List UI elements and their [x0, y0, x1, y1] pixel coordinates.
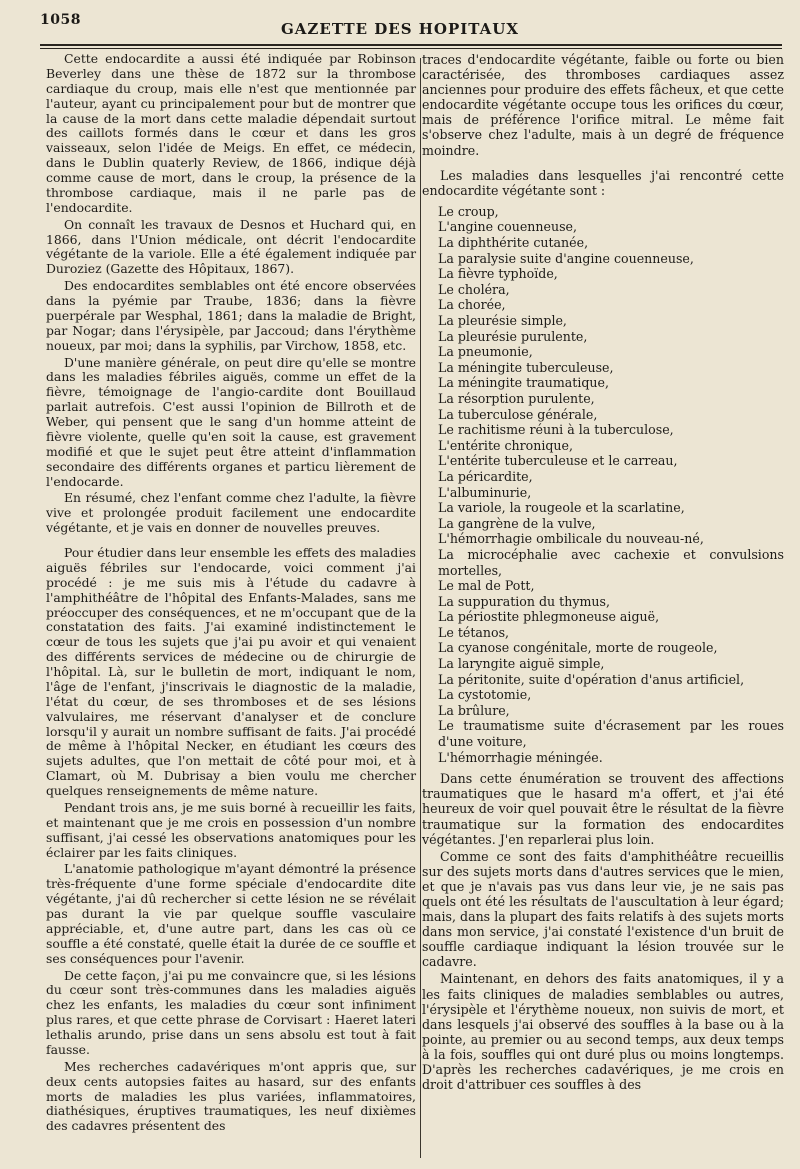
disease-item: La méningite traumatique, — [438, 375, 609, 391]
disease-item: Le tétanos, — [438, 624, 510, 640]
header-rule — [40, 44, 782, 46]
paragraph: On connaît les travaux de Desnos et Huchard qui, en 1866, dans l'Union médicale, ont décrit l'endocardite végétante de la variole. Elle a été également indiquée par Duroziez (Gazette des Hôpitaux, 1867). — [46, 216, 416, 277]
disease-item: La paralysie suite d'angine couenneuse, — [438, 250, 694, 266]
paragraph: Pour étudier dans leur ensemble les effets des maladies aiguës fébriles sur l'endocarde, voici comment j'ai procédé : je me suis mis à l'étude du cadavre à l'amphithéâtre de l'hôpital des Enfants-Malades, sans me préoccuper des conséquences, et ne m'occupant que de la constatation des faits. J'ai examiné indistinctement le cœur de tous les sujets que j'ai pu avoir et qui venaient des différents services de médecine ou de chirurgie de l'hôpital. Là, sur le bulletin de mort, indiquant le nom, l'âge de l'enfant, j'inscrivais le diagnostic de la maladie, l'état du cœur, de ses thromboses et de ses lésions valvulaires, me réservant d'analyser et de conclure lorsqu'il y aurait un nombre suffisant de faits. J'ai procédé de même à l'hôpital Necker, en étudiant les cœurs des sujets adultes, que l'on mettait de côté pour moi, et à Clamart, où M. Dubrisay a bien voulu me chercher quelques renseignements de même nature. — [46, 545, 416, 798]
disease-item: La fièvre typhoïde, — [438, 266, 558, 282]
disease-item: L'hémorrhagie ombilicale du nouveau-né, — [438, 531, 704, 547]
lead-paragraph: traces d'endocardite végétante, faible ou forte ou bien caractérisée, des thromboses cardiaques assez anciennes pour produire des effets fâcheux, et que cette endocardite végétante occupe tous les orifices du cœur, mais de préférence l'orifice mitral. Le même fait s'observe chez l'adulte, mais à un degré de fréquence moindre. — [422, 52, 784, 158]
disease-item: Le croup, — [438, 203, 499, 219]
disease-item: L'entérite tuberculeuse et le carreau, — [438, 453, 678, 469]
disease-item: La laryngite aiguë simple, — [438, 656, 605, 672]
paragraph: L'anatomie pathologique m'ayant démontré la présence très-fréquente d'une forme spéciale d'endocardite dite végétante, j'ai dû rechercher si cette lésion ne se révélait pas durant la vie par quelque souffle vasculaire appréciable, et, d'une autre part, dans les cas où ce souffle a été constaté, quelle était la durée de ce souffle et ses conséquences pour l'avenir. — [46, 861, 416, 966]
disease-list — [422, 204, 784, 765]
disease-item: La résorption purulente, — [438, 390, 595, 406]
disease-item: Le choléra, — [438, 281, 510, 297]
disease-item: La péricardite, — [438, 468, 533, 484]
journal-title: GAZETTE DES HOPITAUX — [280, 20, 519, 38]
disease-item: La pneumonie, — [438, 344, 533, 360]
paragraph: Cette endocardite a aussi été indiquée par Robinson Beverley dans une thèse de 1872 sur la thrombose cardiaque du croup, mais elle n'est que mentionnée par l'auteur, ayant cu principalement pour but de montrer que la cause de la mort dans cette maladie dépendait surtout des caillots formés dans le cœur et dans les gros vaisseaux, selon l'idée de Meigs. En effet, ce médecin, dans le Dublin quaterly Review, de 1866, indique déjà comme cause de mort, dans le croup, la présence de la thrombose cardiaque, mais il ne parle pas de l'endocardite. — [46, 51, 416, 215]
list-intro: Les maladies dans lesquelles j'ai rencontré cette endocardite végétante sont : — [422, 167, 784, 198]
paragraph: D'une manière générale, on peut dire qu'elle se montre dans les maladies fébriles aiguës, comme un effet de la fièvre, témoignage de l'angio-cardite dont Bouillaud parlait autrefois. C'est aussi l'opinion de Billroth et de Weber, qui pensent que le sang d'un homme atteint de fièvre violente, quelle qu'en soit la cause, est gravement modifié et que le sujet peut être atteint d'inflammation secondaire des différents organes et particu lièrement de l'endocarde. — [46, 354, 416, 489]
disease-item: La tuberculose générale, — [438, 406, 598, 422]
right-column — [422, 52, 784, 1094]
column-divider — [420, 58, 421, 1158]
page-header — [0, 0, 800, 50]
disease-item: La pleurésie purulente, — [438, 328, 588, 344]
disease-item: La périostite phlegmoneuse aiguë, — [438, 609, 660, 625]
disease-item: La suppuration du thymus, — [438, 593, 610, 609]
disease-item: La microcéphalie avec cachexie et convulsions mortelles, — [438, 546, 784, 578]
header-rule-thin — [40, 48, 782, 49]
paragraph: Mes recherches cadavériques m'ont appris que, sur deux cents autopsies faites au hasard, sur des enfants morts de maladies les plus variées, inflammatoires, diathésiques, éruptives traumatiques, les neuf dixièmes des cadavres présentent des — [46, 1058, 416, 1134]
disease-item: L'angine couenneuse, — [438, 219, 578, 235]
disease-item: La péritonite, suite d'opération d'anus artificiel, — [438, 671, 745, 687]
paragraph: Dans cette énumération se trouvent des affections traumatiques que le hasard m'a offert, et j'ai été heureux de voir quel pouvait être le résultat de la fièvre traumatique sur la formation des endocardites végétantes. J'en reparlerai plus loin. — [422, 771, 784, 847]
page-number: 1058 — [40, 12, 81, 28]
disease-item: Le mal de Pott, — [438, 578, 535, 594]
paragraph: En résumé, chez l'enfant comme chez l'adulte, la fièvre vive et prolongée produit facilement une endocardite végétante, et je vais en donner de nouvelles preuves. — [46, 490, 416, 536]
disease-item: L'entérite chronique, — [438, 437, 574, 453]
paragraph: Pendant trois ans, je me suis borné à recueillir les faits, et maintenant que je me crois en possession d'un nombre suffisant, j'ai cessé les observations anatomiques pour les éclairer par les faits cliniques. — [46, 799, 416, 860]
disease-item: Le rachitisme réuni à la tuberculose, — [438, 422, 674, 438]
paragraph: De cette façon, j'ai pu me convaincre que, si les lésions du cœur sont très-communes dans les maladies aiguës chez les enfants, les maladies du cœur sont infiniment plus rares, et que cette phrase de Corvisart : Haeret lateri lethalis arundo, prise dans un sens absolu est tout à fait fausse. — [46, 967, 416, 1057]
disease-item: La pleurésie simple, — [438, 313, 567, 328]
disease-item: L'albuminurie, — [438, 484, 532, 500]
left-column — [46, 52, 416, 1136]
disease-item: La chorée, — [438, 297, 506, 313]
paragraph: Maintenant, en dehors des faits anatomiques, il y a les faits cliniques de maladies semblables ou autres, l'érysipèle et l'érythème noueux, non suivis de mort, et dans lesquels j'ai observé des souffles à la base ou à la pointe, au premier ou au second temps, aux deux temps à la fois, souffles qui ont duré plus ou moins longtemps. D'après les recherches cadavériques, je me crois en droit d'attribuer ces souffles à des — [422, 971, 784, 1093]
disease-item: Le traumatisme suite d'écrasement par les roues d'une voiture, — [438, 718, 784, 750]
paragraph: Comme ce sont des faits d'amphithéâtre recueillis sur des sujets morts dans d'autres services que le mien, et que je n'avais pas vus dans leur vie, je ne sais pas quels ont été les résultats de l'auscultation à leur égard; mais, dans la plupart des faits relatifs à des sujets morts dans mon service, j'ai constaté l'existence d'un bruit de souffle cardiaque indiquant la lésion trouvée sur le cadavre. — [422, 848, 784, 970]
disease-item: La méningite tuberculeuse, — [438, 359, 614, 375]
disease-item: La variole, la rougeole et la scarlatine, — [438, 500, 685, 516]
disease-item: La brûlure, — [438, 702, 510, 718]
disease-item: La gangrène de la vulve, — [438, 515, 596, 531]
disease-item: La cystotomie, — [438, 687, 532, 703]
paragraph: Des endocardites semblables ont été encore observées dans la pyémie par Traube, 1836; dans la fièvre puerpérale par Wesphal, 1861; dans la maladie de Bright, par Nogar; dans l'érysipèle, par Jaccoud; dans l'érythème noueux, par moi; dans la syphilis, par Virchow, 1858, etc. — [46, 278, 416, 353]
disease-item: L'hémorrhagie méningée. — [438, 749, 603, 765]
disease-item: La cyanose congénitale, morte de rougeole, — [438, 640, 718, 656]
disease-item: La diphthérite cutanée, — [438, 235, 589, 251]
